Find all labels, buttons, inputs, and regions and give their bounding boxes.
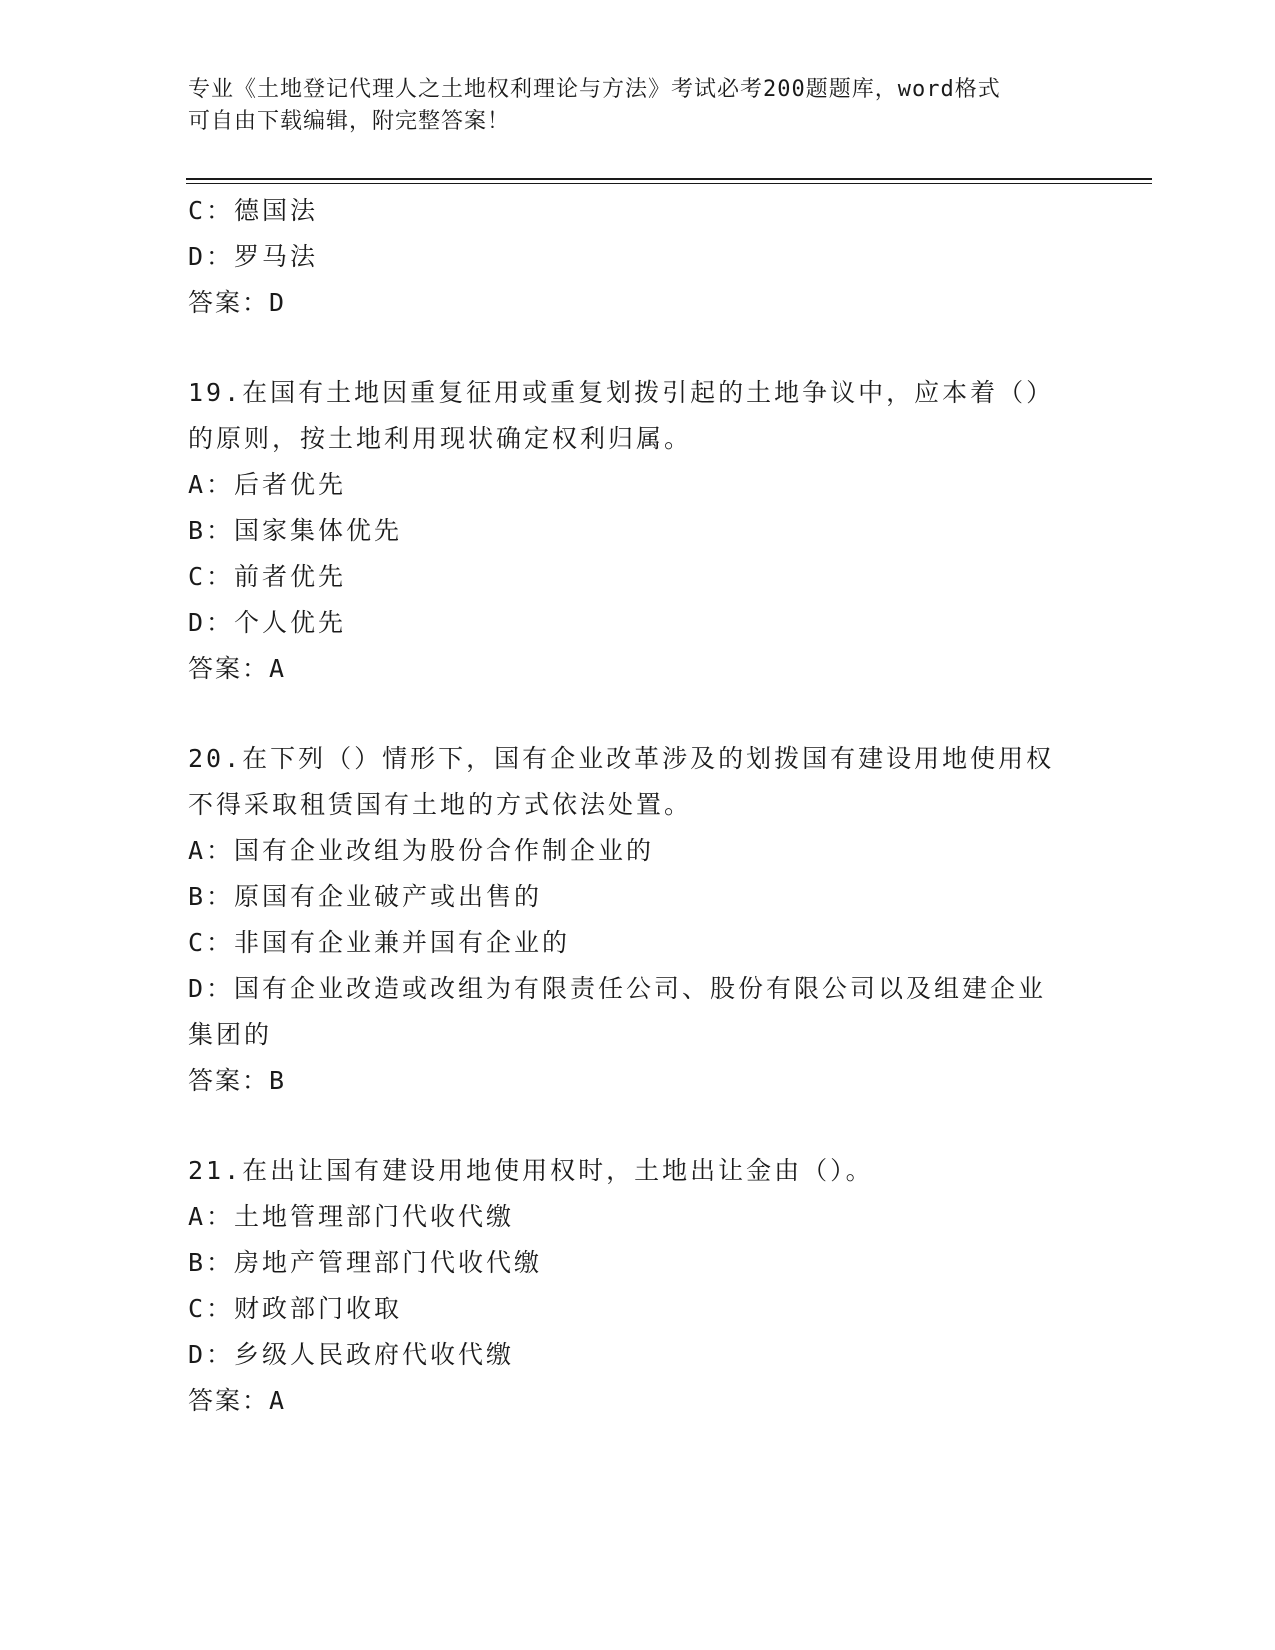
question-21 xyxy=(188,1148,1088,1424)
header-rule-thick xyxy=(186,178,1152,180)
option-c: C：财政部门收取 xyxy=(188,1294,403,1323)
header-line-1: 专业《土地登记代理人之土地权利理论与方法》考试必考200题题库，word格式 xyxy=(188,77,1001,102)
question-stem: 21.在出让国有建设用地使用权时，土地出让金由（）。 xyxy=(188,1156,874,1185)
option-d: D：个人优先 xyxy=(188,608,347,637)
question-stem: 20.在下列（）情形下，国有企业改革涉及的划拨国有建设用地使用权 xyxy=(188,744,1055,773)
document-header xyxy=(188,74,1088,138)
answer: 答案：D xyxy=(188,288,287,317)
option-b: B：国家集体优先 xyxy=(188,516,403,545)
header-line-2: 可自由下载编辑，附完整答案！ xyxy=(188,109,511,134)
option-c: C：德国法 xyxy=(188,196,319,225)
option-b: B：原国有企业破产或出售的 xyxy=(188,882,543,911)
option-a: A：国有企业改组为股份合作制企业的 xyxy=(188,836,655,865)
question-stem: 不得采取租赁国有土地的方式依法处置。 xyxy=(188,790,693,819)
header-rule-thin xyxy=(186,183,1152,184)
question-stem: 19.在国有土地因重复征用或重复划拨引起的土地争议中，应本着（） xyxy=(188,378,1055,407)
option-a: A：后者优先 xyxy=(188,470,347,499)
question-18-tail xyxy=(188,188,1088,326)
question-20 xyxy=(188,736,1088,1104)
option-b: B：房地产管理部门代收代缴 xyxy=(188,1248,543,1277)
option-d: D：罗马法 xyxy=(188,242,319,271)
option-d: D：乡级人民政府代收代缴 xyxy=(188,1340,515,1369)
question-list xyxy=(188,188,1088,1424)
option-d-continued: 集团的 xyxy=(188,1020,273,1049)
option-d: D：国有企业改造或改组为有限责任公司、股份有限公司以及组建企业 xyxy=(188,974,1047,1003)
option-c: C：非国有企业兼并国有企业的 xyxy=(188,928,571,957)
answer: 答案：A xyxy=(188,1386,287,1415)
question-19 xyxy=(188,370,1088,692)
option-c: C：前者优先 xyxy=(188,562,347,591)
answer: 答案：B xyxy=(188,1066,287,1095)
question-stem: 的原则，按土地利用现状确定权利归属。 xyxy=(188,424,693,453)
answer: 答案：A xyxy=(188,654,287,683)
option-a: A：土地管理部门代收代缴 xyxy=(188,1202,515,1231)
